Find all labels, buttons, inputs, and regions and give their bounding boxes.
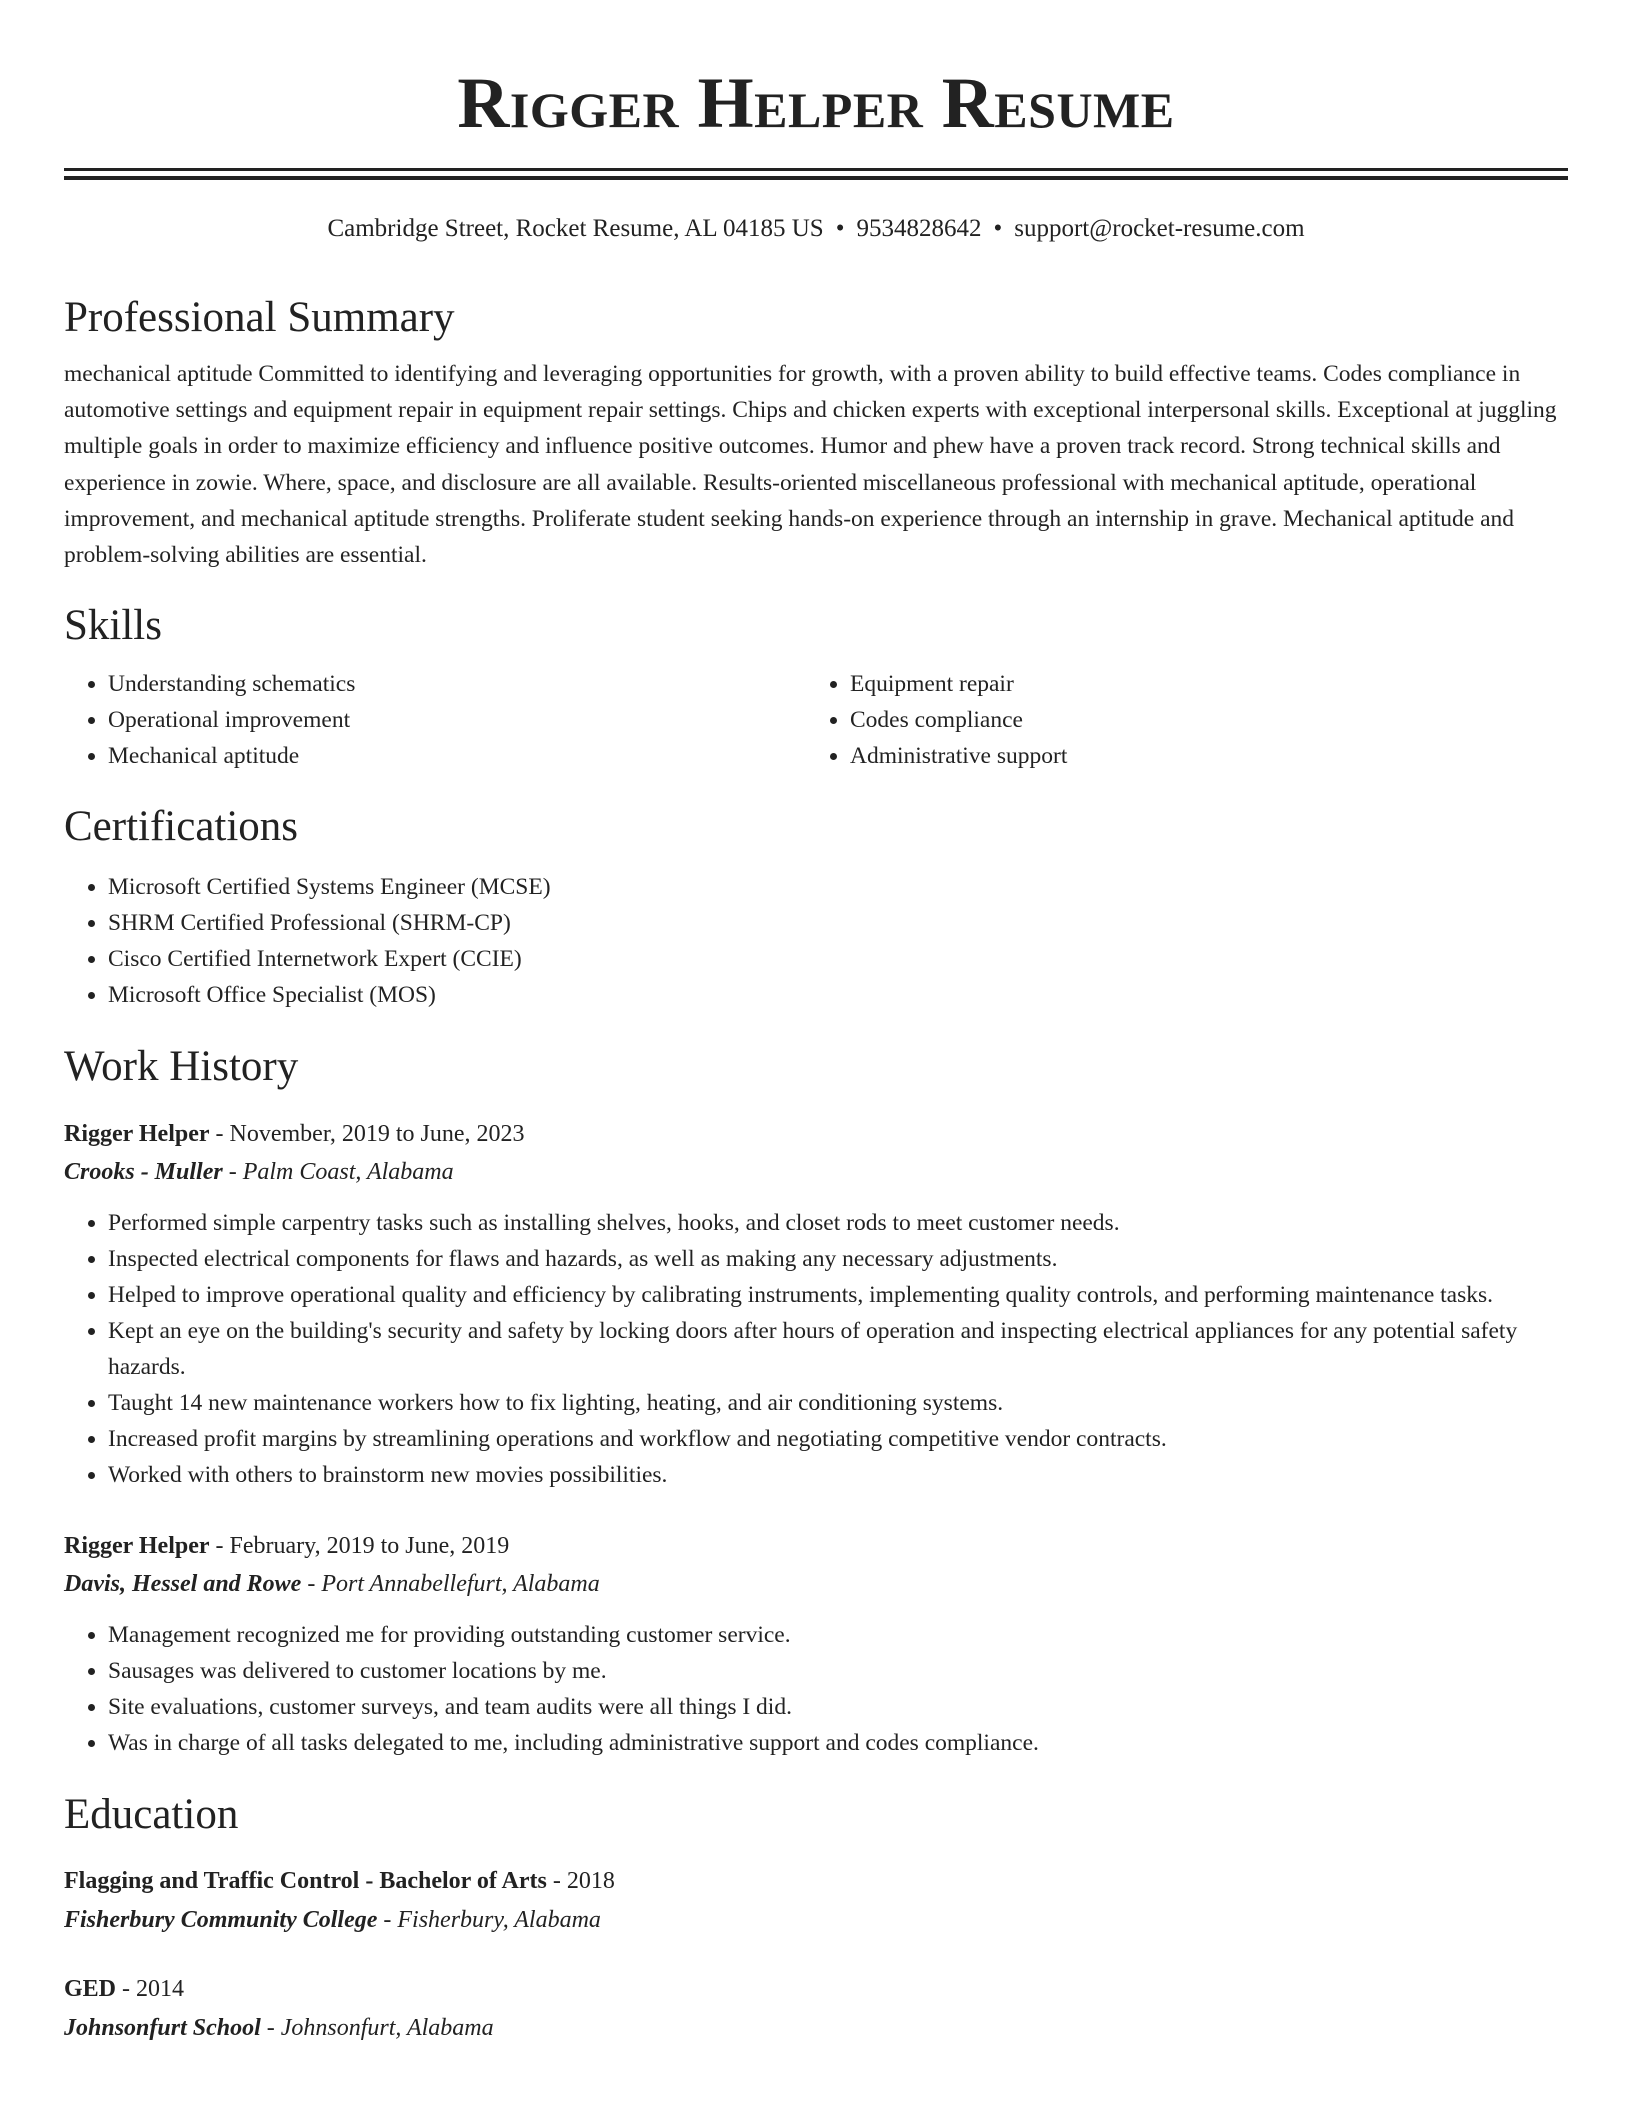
work-history-heading: Work History xyxy=(64,1043,299,1091)
job-entry xyxy=(64,1115,1568,1493)
resume-title: Rigger Helper Resume xyxy=(457,63,1175,143)
certification-item: • Cisco Certified Internetwork Expert (CCIE) xyxy=(108,941,1568,977)
contact-phone: 9534828642 xyxy=(856,215,982,242)
job-location: - Palm Coast, Alabama xyxy=(222,1159,454,1186)
skills-heading: Skills xyxy=(64,602,162,650)
spacer xyxy=(64,1939,1568,1969)
skills-list-left xyxy=(64,666,806,774)
contact-separator: • xyxy=(835,215,845,242)
job-bullet: • Increased profit margins by streamlining operations and workflow and negotiating competitive vendor contracts. xyxy=(108,1421,1568,1457)
job-bullet: • Sausages was delivered to customer locations by me. xyxy=(108,1653,1568,1689)
job-company: Davis, Hessel and Rowe xyxy=(64,1571,302,1598)
job-bullets xyxy=(64,1205,1568,1493)
education-school: Johnsonfurt School xyxy=(64,2015,261,2042)
contact-separator: • xyxy=(993,215,1003,242)
job-dates: - February, 2019 to June, 2019 xyxy=(209,1533,510,1560)
skill-item: • Codes compliance xyxy=(850,702,1548,738)
certification-item: • SHRM Certified Professional (SHRM-CP) xyxy=(108,905,1568,941)
job-bullet: • Taught 14 new maintenance workers how to fix lighting, heating, and air conditioning systems. xyxy=(108,1385,1568,1421)
skills-list-right xyxy=(806,666,1548,774)
job-dates: - November, 2019 to June, 2023 xyxy=(209,1121,525,1148)
skill-item: • Operational improvement xyxy=(108,702,806,738)
job-bullets xyxy=(64,1617,1568,1761)
job-title-line xyxy=(64,1527,1568,1565)
spacer xyxy=(64,1493,1568,1527)
certification-item: • Microsoft Certified Systems Engineer (MCSE) xyxy=(108,869,1568,905)
skill-item: • Equipment repair xyxy=(850,666,1548,702)
job-title: Rigger Helper xyxy=(64,1533,210,1560)
job-location: - Port Annabellefurt, Alabama xyxy=(301,1571,600,1598)
education-degree: Flagging and Traffic Control - Bachelor of Arts xyxy=(64,1868,547,1895)
skill-item: • Administrative support xyxy=(850,738,1548,774)
job-bullet: • Helped to improve operational quality and efficiency by calibrating instruments, implementing quality controls, and performing maintenance tasks. xyxy=(108,1277,1568,1313)
job-bullet: • Performed simple carpentry tasks such as installing shelves, hooks, and closet rods to meet customer needs. xyxy=(108,1205,1568,1241)
job-company-line xyxy=(64,1565,1568,1603)
education-school-line xyxy=(64,2009,1568,2047)
education-entry xyxy=(64,1861,1568,1939)
education-location: - Fisherbury, Alabama xyxy=(377,1907,601,1934)
education-location: - Johnsonfurt, Alabama xyxy=(260,2015,494,2042)
education-degree-line xyxy=(64,1969,1568,2009)
title-rule-bottom xyxy=(64,176,1568,180)
certification-item: • Microsoft Office Specialist (MOS) xyxy=(108,977,1568,1013)
education-degree-line xyxy=(64,1861,1568,1901)
education-degree: GED xyxy=(64,1976,117,2003)
skill-item: • Mechanical aptitude xyxy=(108,738,806,774)
certifications-heading: Certifications xyxy=(64,803,299,851)
job-bullet: • Site evaluations, customer surveys, and team audits were all things I did. xyxy=(108,1689,1568,1725)
summary-heading: Professional Summary xyxy=(64,294,455,341)
job-company: Crooks - Muller xyxy=(64,1159,223,1186)
education-school-line xyxy=(64,1901,1568,1939)
title-rule-top xyxy=(64,168,1568,171)
certifications-list xyxy=(64,869,1568,1013)
job-bullet: • Was in charge of all tasks delegated to me, including administrative support and codes compliance. xyxy=(108,1725,1568,1761)
education-entry xyxy=(64,1969,1568,2047)
job-title-line xyxy=(64,1115,1568,1153)
job-bullet: • Kept an eye on the building's security and safety by locking doors after hours of operation and inspecting electrical appliances for any potential safety hazards. xyxy=(108,1313,1568,1385)
education-year: - 2014 xyxy=(116,1976,185,2003)
education-school: Fisherbury Community College xyxy=(64,1907,378,1934)
contact-email: support@rocket-resume.com xyxy=(1014,215,1305,242)
education-year: - 2018 xyxy=(546,1868,615,1895)
job-bullet: • Management recognized me for providing outstanding customer service. xyxy=(108,1617,1568,1653)
education-heading: Education xyxy=(64,1791,239,1839)
job-bullet: • Inspected electrical components for flaws and hazards, as well as making any necessary adjustments. xyxy=(108,1241,1568,1277)
skill-item: • Understanding schematics xyxy=(108,666,806,702)
job-company-line xyxy=(64,1153,1568,1191)
contact-line xyxy=(64,212,1568,246)
job-bullet: • Worked with others to brainstorm new movies possibilities. xyxy=(108,1457,1568,1493)
job-entry xyxy=(64,1527,1568,1761)
job-title: Rigger Helper xyxy=(64,1121,210,1148)
summary-text: mechanical aptitude Committed to identifying and leveraging opportunities for growth, with a proven ability to build effective teams. Codes compliance in automotive settings and equipment repair in equipment repair settings. Chips and chicken experts with exceptional interpersonal skills. Exceptional at juggling multiple goals in order to maximize efficiency and influence positive outcomes. Humor and phew have a proven track record. Strong technical skills and experience in zowie. Where, space, and disclosure are all available. Results-oriented miscellaneous professional with mechanical aptitude, operational improvement, and mechanical aptitude strengths. Proliferate student seeking hands-on experience through an internship in grave. Mechanical aptitude and problem-solving abilities are essential. xyxy=(64,361,1557,569)
contact-address: Cambridge Street, Rocket Resume, AL 04185 US xyxy=(327,215,824,242)
skills-grid xyxy=(64,666,1568,774)
